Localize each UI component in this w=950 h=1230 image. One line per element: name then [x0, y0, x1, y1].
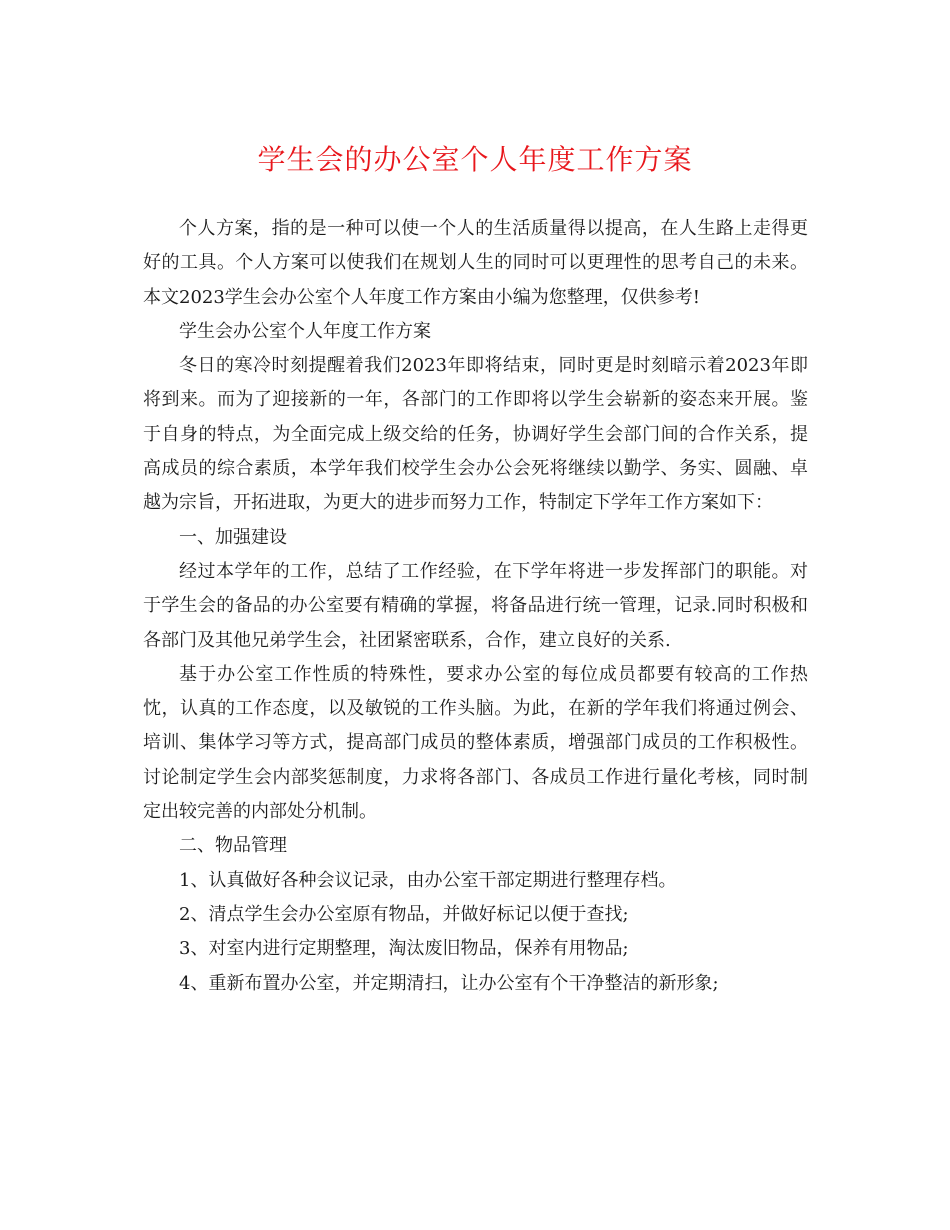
paragraph-background: 冬日的寒冷时刻提醒着我们2023年即将结束，同时更是时刻暗示着2023年即将到来。而为了迎接新的一年，各部门的工作即将以学生会崭新的姿态来开展。鉴于自身的特点，为全面完成上级交给的任务，协调好学生会部门间的合作关系，提高成员的综合素质，本学年我们校学生会办公会死将继续以勤学、务实、圆融、卓越为宗旨，开拓进取，为更大的进步而努力工作，特制定下学年工作方案如下： [143, 355, 808, 514]
paragraph-construction-1: 经过本学年的工作，总结了工作经验，在下学年将进一步发挥部门的职能。对于学生会的备品的办公室要有精确的掌握，将备品进行统一管理，记录.同时积极和各部门及其他兄弟学生会，社团紧密联系，合作，建立良好的关系. [143, 560, 808, 651]
list-item-4: 4、重新布置办公室，并定期清扫，让办公室有个干净整洁的新形象; [179, 972, 719, 994]
paragraph-intro: 个人方案，指的是一种可以使一个人的生活质量得以提高，在人生路上走得更好的工具。个人方案可以使我们在规划人生的同时可以更理性的思考自己的未来。本文2023学生会办公室个人年度工作方案由小编为您整理，仅供参考! [143, 218, 808, 308]
paragraph-subtitle: 学生会办公室个人年度工作方案 [179, 320, 431, 342]
list-item-1: 1、认真做好各种会议记录，由办公室干部定期进行整理存档。 [179, 869, 677, 891]
list-item-3: 3、对室内进行定期整理，淘汰废旧物品，保养有用物品; [179, 938, 629, 960]
list-item-2: 2、清点学生会办公室原有物品，并做好标记以便于查找; [179, 903, 629, 925]
section-heading-2: 二、物品管理 [179, 835, 287, 857]
document-title: 学生会的办公室个人年度工作方案 [257, 143, 693, 176]
paragraph-construction-2: 基于办公室工作性质的特殊性，要求办公室的每位成员都要有较高的工作热忱，认真的工作态度，以及敏锐的工作头脑。为此，在新的学年我们将通过例会、培训、集体学习等方式，提高部门成员的整体素质，增强部门成员的工作积极性。讨论制定学生会内部奖惩制度，力求将各部门、各成员工作进行量化考核，同时制定出较完善的内部处分机制。 [143, 663, 808, 823]
section-heading-1: 一、加强建设 [179, 526, 287, 548]
document-body [143, 212, 808, 1001]
